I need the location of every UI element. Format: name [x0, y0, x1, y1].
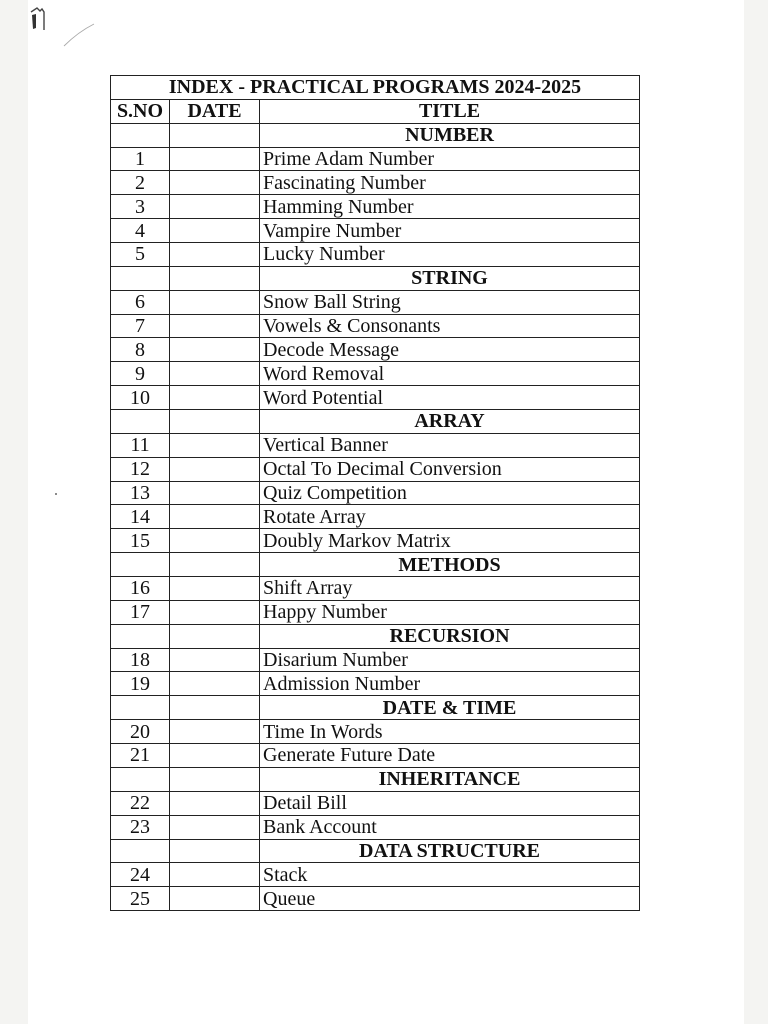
date-cell [170, 744, 260, 768]
scan-speck [55, 493, 57, 495]
table-row [111, 314, 640, 338]
sno-cell: 15 [111, 529, 170, 553]
date-cell [170, 767, 260, 791]
table-row [111, 290, 640, 314]
date-cell [170, 386, 260, 410]
program-title-cell: Admission Number [260, 672, 640, 696]
sno-cell [111, 266, 170, 290]
program-title-cell: Word Removal [260, 362, 640, 386]
section-heading: ARRAY [260, 410, 640, 434]
program-title-cell: Quiz Competition [260, 481, 640, 505]
index-table [110, 75, 640, 911]
sno-cell: 18 [111, 648, 170, 672]
program-title-cell: Disarium Number [260, 648, 640, 672]
sno-cell: 24 [111, 863, 170, 887]
program-title-cell: Fascinating Number [260, 171, 640, 195]
table-row [111, 338, 640, 362]
sno-cell: 5 [111, 243, 170, 267]
sno-cell: 10 [111, 386, 170, 410]
date-cell [170, 648, 260, 672]
sno-cell: 7 [111, 314, 170, 338]
sno-cell: 23 [111, 815, 170, 839]
date-cell [170, 624, 260, 648]
sno-cell: 8 [111, 338, 170, 362]
date-cell [170, 266, 260, 290]
table-row [111, 362, 640, 386]
pencil-mark [62, 22, 96, 48]
date-cell [170, 171, 260, 195]
date-cell [170, 720, 260, 744]
table-row [111, 243, 640, 267]
program-title-cell: Vampire Number [260, 219, 640, 243]
sno-cell: 6 [111, 290, 170, 314]
table-row [111, 672, 640, 696]
date-cell [170, 839, 260, 863]
program-title-cell: Hamming Number [260, 195, 640, 219]
table-row [111, 195, 640, 219]
table-row [111, 744, 640, 768]
program-title-cell: Doubly Markov Matrix [260, 529, 640, 553]
section-heading: DATA STRUCTURE [260, 839, 640, 863]
date-cell [170, 815, 260, 839]
date-cell [170, 123, 260, 147]
table-row [111, 791, 640, 815]
table-row [111, 529, 640, 553]
program-title-cell: Rotate Array [260, 505, 640, 529]
table-row [111, 600, 640, 624]
table-row [111, 171, 640, 195]
section-row [111, 266, 640, 290]
section-heading: STRING [260, 266, 640, 290]
sno-header: S.NO [111, 99, 170, 123]
sno-cell [111, 839, 170, 863]
program-title-cell: Detail Bill [260, 791, 640, 815]
date-cell [170, 243, 260, 267]
sno-cell: 25 [111, 887, 170, 911]
date-cell [170, 314, 260, 338]
section-row [111, 123, 640, 147]
table-row [111, 386, 640, 410]
table-row [111, 577, 640, 601]
sno-cell: 12 [111, 457, 170, 481]
sno-cell [111, 410, 170, 434]
sno-cell: 9 [111, 362, 170, 386]
date-cell [170, 147, 260, 171]
table-row [111, 219, 640, 243]
sno-cell [111, 624, 170, 648]
section-row [111, 624, 640, 648]
program-title-cell: Generate Future Date [260, 744, 640, 768]
date-cell [170, 195, 260, 219]
date-cell [170, 553, 260, 577]
table-row [111, 863, 640, 887]
section-heading: DATE & TIME [260, 696, 640, 720]
date-cell [170, 433, 260, 457]
date-cell [170, 696, 260, 720]
title-header: TITLE [260, 99, 640, 123]
section-heading: RECURSION [260, 624, 640, 648]
program-title-cell: Time In Words [260, 720, 640, 744]
sno-cell [111, 767, 170, 791]
sno-cell: 4 [111, 219, 170, 243]
table-row [111, 887, 640, 911]
date-cell [170, 791, 260, 815]
program-title-cell: Decode Message [260, 338, 640, 362]
program-title-cell: Octal To Decimal Conversion [260, 457, 640, 481]
scan-artifact-mark [30, 6, 46, 32]
sno-cell: 21 [111, 744, 170, 768]
table-row [111, 481, 640, 505]
date-cell [170, 457, 260, 481]
sno-cell: 16 [111, 577, 170, 601]
table-row [111, 720, 640, 744]
program-title-cell: Queue [260, 887, 640, 911]
sno-cell: 1 [111, 147, 170, 171]
date-cell [170, 290, 260, 314]
section-row [111, 696, 640, 720]
sno-cell: 2 [111, 171, 170, 195]
date-cell [170, 672, 260, 696]
table-row [111, 457, 640, 481]
date-cell [170, 362, 260, 386]
sno-cell: 14 [111, 505, 170, 529]
program-title-cell: Word Potential [260, 386, 640, 410]
sno-cell: 20 [111, 720, 170, 744]
program-title-cell: Snow Ball String [260, 290, 640, 314]
table-row [111, 648, 640, 672]
sno-cell: 11 [111, 433, 170, 457]
sno-cell: 3 [111, 195, 170, 219]
sno-cell: 19 [111, 672, 170, 696]
title-row [111, 76, 640, 100]
date-header: DATE [170, 99, 260, 123]
section-row [111, 767, 640, 791]
section-heading: NUMBER [260, 123, 640, 147]
date-cell [170, 219, 260, 243]
section-row [111, 839, 640, 863]
sno-cell: 13 [111, 481, 170, 505]
document-title: INDEX - PRACTICAL PROGRAMS 2024-2025 [111, 76, 640, 100]
sno-cell [111, 696, 170, 720]
section-row [111, 410, 640, 434]
date-cell [170, 505, 260, 529]
table-row [111, 433, 640, 457]
date-cell [170, 410, 260, 434]
section-row [111, 553, 640, 577]
program-title-cell: Lucky Number [260, 243, 640, 267]
sno-cell [111, 553, 170, 577]
table-row [111, 815, 640, 839]
program-title-cell: Happy Number [260, 600, 640, 624]
section-heading: METHODS [260, 553, 640, 577]
date-cell [170, 529, 260, 553]
date-cell [170, 481, 260, 505]
sno-cell: 17 [111, 600, 170, 624]
date-cell [170, 887, 260, 911]
table-row [111, 505, 640, 529]
header-row [111, 99, 640, 123]
section-heading: INHERITANCE [260, 767, 640, 791]
date-cell [170, 577, 260, 601]
sno-cell [111, 123, 170, 147]
program-title-cell: Prime Adam Number [260, 147, 640, 171]
table-row [111, 147, 640, 171]
sno-cell: 22 [111, 791, 170, 815]
date-cell [170, 863, 260, 887]
date-cell [170, 338, 260, 362]
program-title-cell: Shift Array [260, 577, 640, 601]
program-title-cell: Vertical Banner [260, 433, 640, 457]
program-title-cell: Bank Account [260, 815, 640, 839]
program-title-cell: Vowels & Consonants [260, 314, 640, 338]
program-title-cell: Stack [260, 863, 640, 887]
date-cell [170, 600, 260, 624]
